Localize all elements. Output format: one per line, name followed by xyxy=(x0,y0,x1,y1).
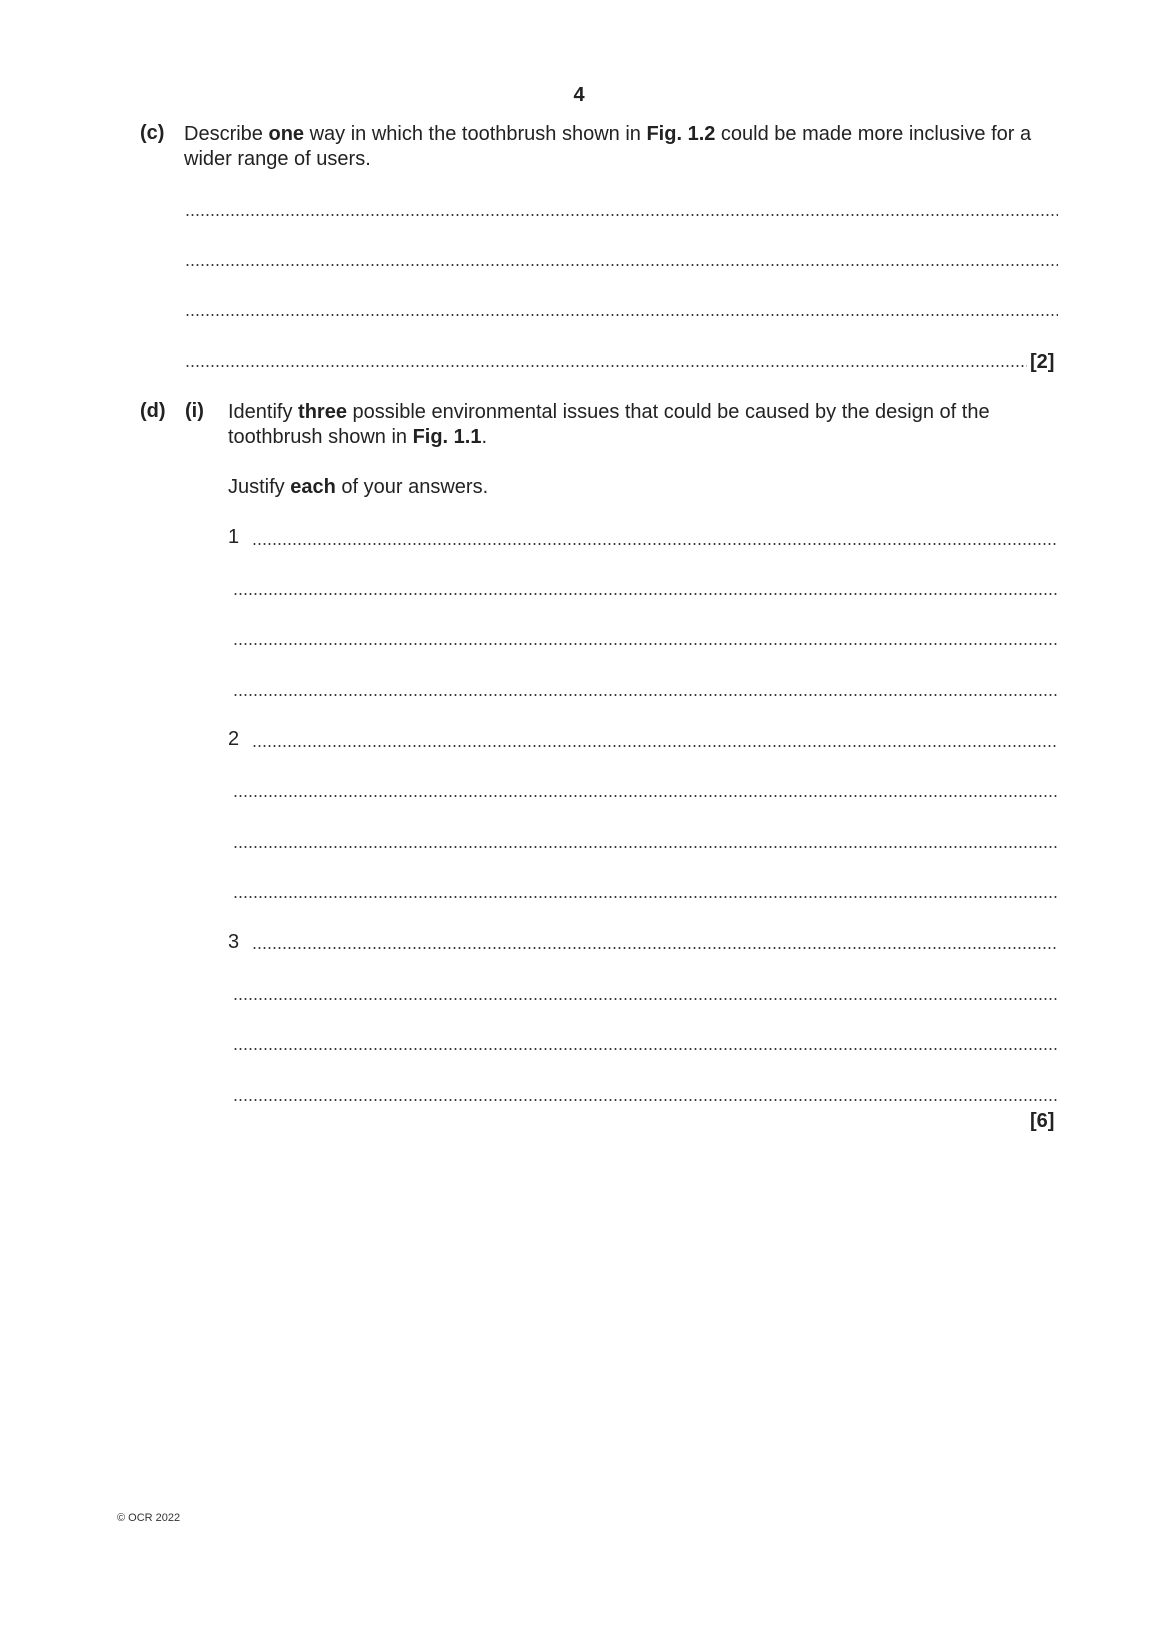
part-d-label: (d) xyxy=(140,400,166,422)
answer-line[interactable] xyxy=(252,745,1058,747)
part-c-marks: [2] xyxy=(1030,351,1055,373)
answer-line[interactable] xyxy=(185,214,1058,216)
q-bold: Fig. 1.1 xyxy=(412,426,482,448)
answer-number: 3 xyxy=(228,931,240,953)
part-c-label: (c) xyxy=(140,122,165,144)
q-text: Identify xyxy=(228,401,299,423)
q-text: Justify xyxy=(228,476,291,498)
q-text: possible environmental issues that could be caused by the design of the toothbrush shown in xyxy=(228,401,990,448)
answer-line[interactable] xyxy=(185,365,1027,367)
answer-line[interactable] xyxy=(185,264,1058,266)
q-bold: each xyxy=(290,476,336,498)
answer-number: 1 xyxy=(228,526,240,548)
copyright-notice: © OCR 2022 xyxy=(117,1512,181,1524)
answer-line[interactable] xyxy=(252,543,1058,545)
part-c-question xyxy=(184,122,1044,172)
part-d-instruction xyxy=(228,475,488,500)
answer-line[interactable] xyxy=(233,694,1058,696)
q-text: of your answers. xyxy=(335,476,489,498)
q-text: Describe xyxy=(184,123,269,145)
q-bold: one xyxy=(268,123,305,145)
part-d-sublabel: (i) xyxy=(185,400,204,422)
answer-line[interactable] xyxy=(252,947,1058,949)
answer-line[interactable] xyxy=(233,643,1058,645)
q-bold: three xyxy=(298,401,347,423)
answer-line[interactable] xyxy=(233,1048,1058,1050)
q-text: . xyxy=(481,426,488,448)
part-d-marks: [6] xyxy=(1030,1110,1055,1132)
answer-number: 2 xyxy=(228,728,240,750)
answer-line[interactable] xyxy=(233,1099,1058,1101)
q-text: way in which the toothbrush shown in xyxy=(304,123,647,145)
q-bold: Fig. 1.2 xyxy=(646,123,716,145)
answer-line[interactable] xyxy=(233,998,1058,1000)
part-d-question xyxy=(228,400,1058,450)
answer-line[interactable] xyxy=(233,795,1058,797)
q-text: could be made more inclusive for a wider range of users. xyxy=(184,123,1032,170)
answer-line[interactable] xyxy=(233,846,1058,848)
answer-line[interactable] xyxy=(185,314,1058,316)
answer-line[interactable] xyxy=(233,896,1058,898)
page-number: 4 xyxy=(573,84,585,106)
answer-line[interactable] xyxy=(233,593,1058,595)
